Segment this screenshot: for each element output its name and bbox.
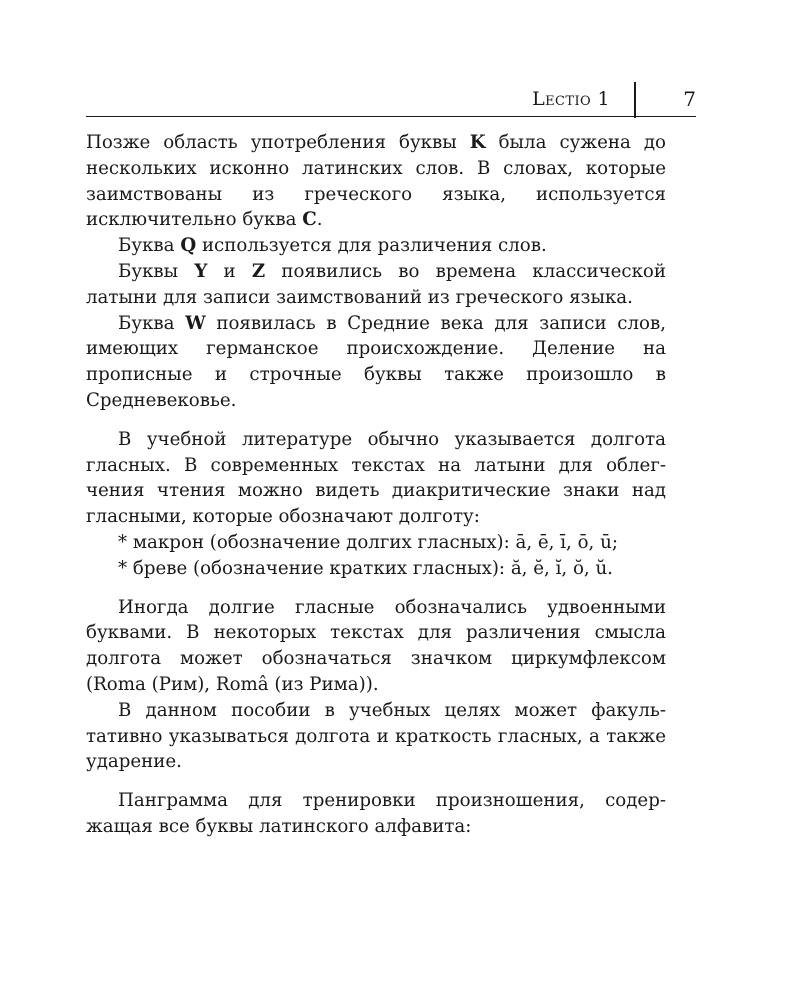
bold-letter: K (469, 132, 486, 153)
paragraph-vowel-length: В учебной литературе обычно указывается долгота гласных. В современных текстах на латыни для облегчения чтения можно видеть диакритические знаки над гласными, которые обозначают долготу: (86, 428, 666, 528)
text-run: появилась в Средние века для записи слов, имеющих германское происхождение. Деление на прописные и строчные буквы также произошло в Средневековье. (86, 312, 666, 411)
paragraph-pangram-intro: Панграмма для тренировки произношения, содержащая все буквы латинского алфавита: (86, 790, 666, 837)
bold-letter: Q (180, 235, 197, 257)
paragraph-textbook-note: В данном пособии в учебных целях может факультативно указываться долгота и краткость гласных, а также ударение. (86, 699, 666, 773)
paragraph-letter-q (86, 233, 666, 259)
bold-letter: Y (194, 260, 208, 282)
text-run: была сужена до нескольких исконно латинских слов. В словах, которые заимствованы из греческого языка, используется исключительно буква (86, 132, 666, 231)
paragraph-letter-w (86, 311, 666, 414)
text-run: Буквы (118, 260, 195, 282)
bold-letter: W (185, 312, 206, 334)
paragraph-circumflex: Иногда долгие гласные обозначались удвоенными буквами. В некоторых текстах для различения смысла долгота может обозначаться значком циркумфлексом (Roma (Рим), Româ (из Рима)). (86, 596, 666, 695)
page-number: 7 (683, 87, 696, 111)
text-run: Буква (118, 235, 181, 257)
text-run: Буква (118, 312, 186, 334)
header-divider (634, 82, 636, 118)
text-body (86, 130, 666, 840)
text-run: используется для различения слов. (196, 235, 547, 257)
text-run: и (207, 260, 252, 282)
page-header (86, 84, 696, 117)
text-run: . (316, 209, 323, 231)
paragraph-letters-y-z (86, 259, 666, 311)
bold-letter: Z (251, 260, 266, 282)
paragraph-letter-k (86, 130, 666, 233)
text-run: появились во времена классической латыни для записи заимствований из греческого языка. (86, 260, 667, 308)
running-head: Lectio 1 (532, 88, 610, 110)
bold-letter: C (302, 209, 317, 231)
list-item-breve: * бреве (обозначение кратких гласных): ă, ĕ, ĭ, ŏ, ŭ. (118, 557, 613, 579)
list-item-macron: * макрон (обозначение долгих гласных): ā, ē, ī, ō, ū; (118, 531, 618, 553)
text-run: Позже область употребления буквы (86, 132, 470, 153)
